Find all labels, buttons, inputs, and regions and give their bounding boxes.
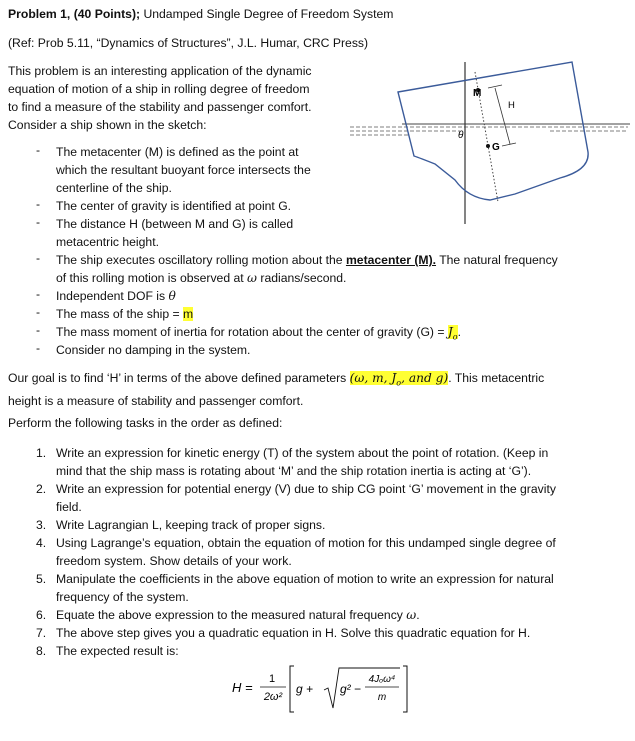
bullet-period: . <box>457 325 461 339</box>
goal-paragraph <box>8 369 628 410</box>
task-line: Write an expression for kinetic energy (T) of the system about the point of rotation. (Keep in <box>56 446 549 460</box>
bullet-line: Consider no damping in the system. <box>56 343 251 357</box>
formula-frac-den: 2ω² <box>263 691 283 703</box>
bullet-text: The mass of the ship = <box>56 307 180 321</box>
formula-lhs: H = <box>232 680 253 695</box>
task-number: 3. <box>36 518 47 532</box>
omega-symbol: ω <box>247 271 257 285</box>
intro-line: Consider a ship shown in the sketch: <box>8 118 207 132</box>
goal-text: . This metacentric <box>448 371 545 385</box>
bullet-text: Independent DOF is <box>56 289 166 303</box>
goal-line2: height is a measure of stability and passenger comfort. <box>8 394 304 409</box>
bullet-line: centerline of the ship. <box>56 181 172 195</box>
bullet-text: The ship executes oscillatory rolling motion about the <box>56 253 343 267</box>
problem-title-bold: Problem 1, (40 Points); <box>8 7 141 21</box>
task-number: 5. <box>36 572 47 586</box>
task-period: . <box>416 608 420 622</box>
bullet-text: radians/second. <box>260 271 347 285</box>
label-M: M <box>473 88 482 99</box>
task-number: 1. <box>36 446 47 460</box>
bullet-line: metacentric height. <box>56 235 159 249</box>
mass-symbol: m <box>183 307 194 321</box>
label-H: H <box>508 100 515 111</box>
goal-text: Our goal is to find ‘H’ in terms of the above defined parameters <box>8 371 347 385</box>
task-line: mind that the ship mass is rotating about ‘M’ and the ship rotation inertia is acting at ‘G’). <box>56 464 532 478</box>
formula-frac-num: 1 <box>268 673 276 685</box>
gravity-point <box>486 144 490 148</box>
bullet-text: of this rolling motion is observed at <box>56 271 244 285</box>
h-tick-top <box>488 85 502 88</box>
task-number: 2. <box>36 482 47 496</box>
task-line: freedom system. Show details of your work. <box>56 554 292 568</box>
problem-title-rest: Undamped Single Degree of Freedom System <box>143 7 394 21</box>
reference-line: (Ref: Prob 5.11, “Dynamics of Structures”, J.L. Humar, CRC Press) <box>8 36 369 50</box>
task-line: Equate the above expression to the measured natural frequency <box>56 608 403 622</box>
formula-inner-num: 4Jₒω⁴ <box>368 674 396 685</box>
label-theta: θ <box>458 130 464 141</box>
task-number: 6. <box>36 608 47 622</box>
label-G: G <box>492 142 500 153</box>
task-line: frequency of the system. <box>56 590 189 604</box>
formula-g: g + <box>296 682 314 696</box>
task-line: The expected result is: <box>56 644 179 658</box>
task-number: 4. <box>36 536 47 550</box>
metacenter-term: metacenter (M). <box>345 253 437 267</box>
inertia-symbol: $J_o$ <box>447 325 458 342</box>
task-number: 8. <box>36 644 47 658</box>
task-line: field. <box>56 500 82 514</box>
bullet-line: The distance H (between M and G) is called <box>56 217 294 231</box>
bullet-line: The center of gravity is identified at point G. <box>56 199 292 213</box>
problem-title <box>8 7 393 21</box>
ship-sketch <box>340 52 630 227</box>
theta-symbol: θ <box>168 289 176 303</box>
h-tick-bottom <box>502 143 516 146</box>
task-line: Write Lagrangian L, keeping track of proper signs. <box>56 518 326 532</box>
formula-left-bracket <box>290 666 294 712</box>
formula-inner-den: m <box>377 692 387 703</box>
task-line: Write an expression for potential energy (V) due to ship CG point ‘G’ movement in the gravity <box>56 482 556 496</box>
task-line: The above step gives you a quadratic equation in H. Solve this quadratic equation for H. <box>56 626 531 640</box>
formula-right-bracket <box>403 666 407 712</box>
perform-heading: Perform the following tasks in the order as defined: <box>8 416 283 430</box>
bullet-text: The natural frequency <box>439 253 558 267</box>
task-number: 7. <box>36 626 47 640</box>
task-line: Using Lagrange’s equation, obtain the equation of motion for this undamped single degree of <box>56 536 556 550</box>
h-dimension-line <box>495 88 510 144</box>
bullet-line: The metacenter (M) is defined as the point at <box>56 145 299 159</box>
omega-symbol: ω <box>406 608 417 622</box>
intro-line: equation of motion of a ship in rolling degree of freedom <box>8 82 310 96</box>
task-line: Manipulate the coefficients in the above equation of motion to write an expression for natural <box>56 572 554 586</box>
result-formula <box>220 660 430 720</box>
intro-line: to find a measure of the stability and passenger comfort. <box>8 100 312 114</box>
bullet-line: which the resultant buoyant force intersects the <box>56 163 311 177</box>
goal-params: (ω, m, $J_o$, and g) <box>349 371 449 388</box>
formula-g2: g² − <box>340 682 362 696</box>
intro-paragraph <box>8 62 312 134</box>
intro-line: This problem is an interesting application of the dynamic <box>8 64 312 78</box>
bullet-text: The mass moment of inertia for rotation about the center of gravity (G) = <box>56 325 445 339</box>
